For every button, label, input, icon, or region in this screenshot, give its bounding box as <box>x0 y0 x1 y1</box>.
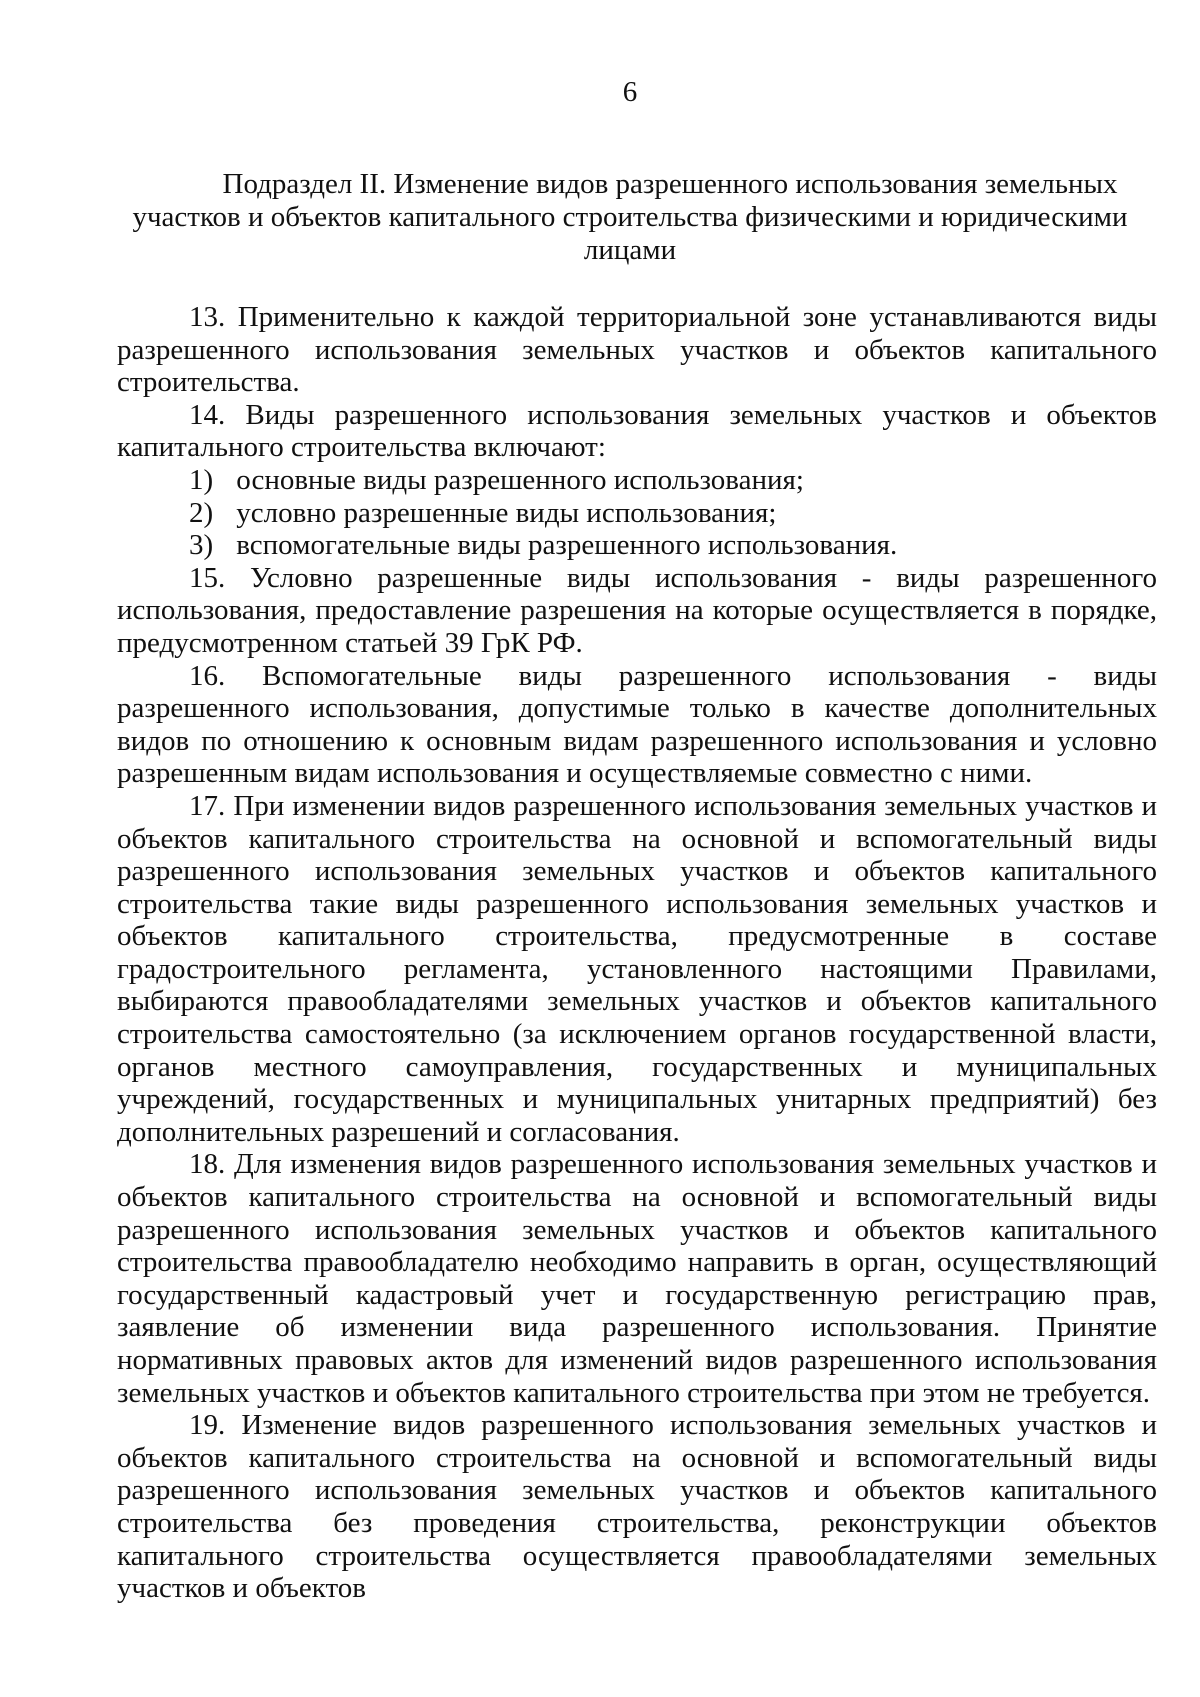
paragraph-18: 18. Для изменения видов разрешенного использования земельных участков и объектов капитального строительства на основной и вспомогательный виды разрешенного использования земельных участков и объектов капитального строительства правообладателю необходимо направить в орган, осуществляющий государственный кадастровый учет и государственную регистрацию прав, заявление об изменении вида разрешенного использования. Принятие нормативных правовых актов для изменений видов разрешенного использования земельных участков и объектов капитального строительства при этом не требуется. <box>117 1148 1157 1409</box>
list-item-text: условно разрешенные виды использования; <box>236 496 777 529</box>
permitted-use-list <box>117 464 1157 562</box>
list-item-number: 2) <box>189 496 214 529</box>
list-item <box>117 529 1157 562</box>
list-item <box>117 497 1157 530</box>
list-item-number: 1) <box>189 463 214 496</box>
list-item-number: 3) <box>189 529 214 562</box>
paragraph-13: 13. Применительно к каждой территориальной зоне устанавливаются виды разрешенного использования земельных участков и объектов капитального строительства. <box>117 301 1157 399</box>
paragraph-19: 19. Изменение видов разрешенного использования земельных участков и объектов капитального строительства на основной и вспомогательный виды разрешенного использования земельных участков и объектов капитального строительства без проведения строительства, реконструкции объектов капитального строительства осуществляется правообладателями земельных участков и объектов <box>117 1409 1157 1605</box>
section-heading: Подраздел II. Изменение видов разрешенного использования земельных участков и объектов капитального строительства физическими и юридическими лицами <box>132 168 1128 266</box>
page-number: 6 <box>622 76 638 108</box>
document-body <box>117 301 1157 1605</box>
list-item-text: основные виды разрешенного использования; <box>236 463 804 496</box>
list-item-text: вспомогательные виды разрешенного использования. <box>236 529 898 562</box>
paragraph-16: 16. Вспомогательные виды разрешенного использования - виды разрешенного использования, допустимые только в качестве дополнительных видов по отношению к основным видам разрешенного использования и условно разрешенным видам использования и осуществляемые совместно с ними. <box>117 659 1157 790</box>
list-item <box>117 464 1157 497</box>
paragraph-15: 15. Условно разрешенные виды использования - виды разрешенного использования, предоставление разрешения на которые осуществляется в порядке, предусмотренном статьей 39 ГрК РФ. <box>117 561 1157 659</box>
paragraph-17: 17. При изменении видов разрешенного использования земельных участков и объектов капитального строительства на основной и вспомогательный виды разрешенного использования земельных участков и объектов капитального строительства такие виды разрешенного использования земельных участков и объектов капитального строительства, предусмотренные в составе градостроительного регламента, установленного настоящими Правилами, выбираются правообладателями земельных участков и объектов капитального строительства самостоятельно (за исключением органов государственной власти, органов местного самоуправления, государственных и муниципальных учреждений, государственных и муниципальных унитарных предприятий) без дополнительных разрешений и согласования. <box>117 789 1157 1148</box>
paragraph-14: 14. Виды разрешенного использования земельных участков и объектов капитального строительства включают: <box>117 398 1157 464</box>
